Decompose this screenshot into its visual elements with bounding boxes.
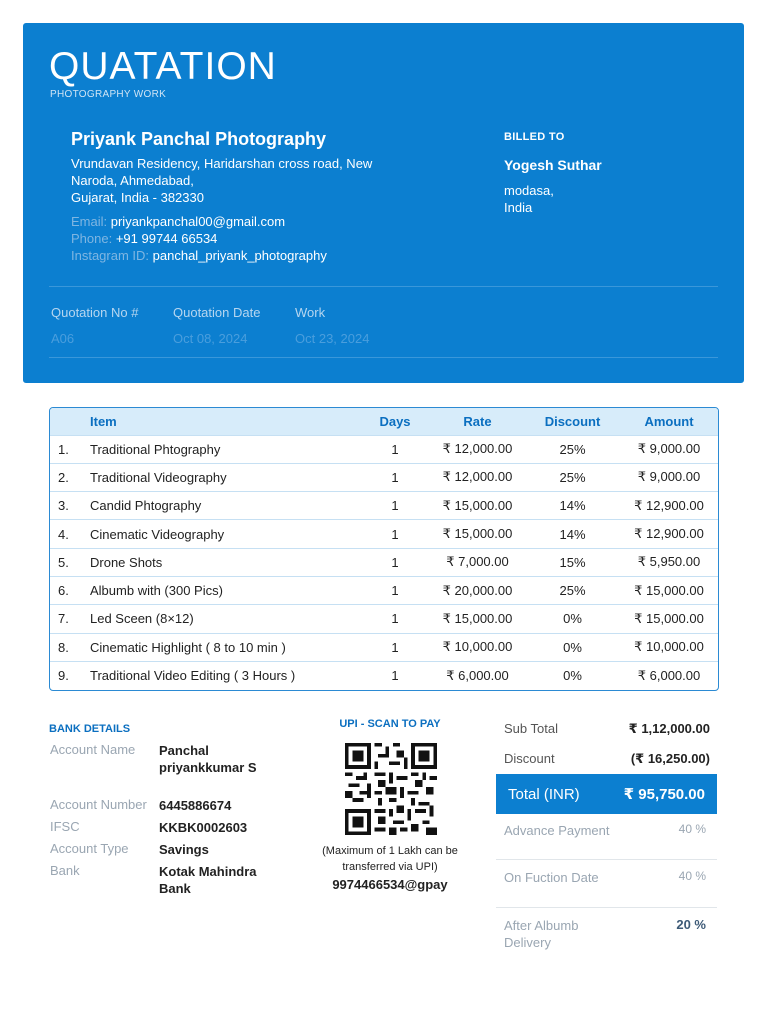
item-days: 1: [360, 661, 430, 689]
table-header-row: [50, 408, 718, 435]
work-date: [295, 305, 369, 346]
item-name: Candid Phtography: [90, 492, 360, 520]
client-address-line: modasa,: [504, 183, 554, 198]
item-name: Traditional Video Editing ( 3 Hours ): [90, 661, 360, 689]
total-row: [496, 774, 717, 814]
item-amount: ₹ 10,000.00: [620, 633, 718, 661]
table-row: [50, 548, 718, 576]
quotation-number-value: A06: [51, 331, 75, 346]
payment-term-label: After Albumb Delivery: [504, 918, 579, 950]
col-days: Days: [360, 408, 430, 435]
upi-qr-code-icon[interactable]: [341, 743, 441, 835]
items-table: [49, 407, 719, 691]
item-amount: ₹ 9,000.00: [620, 463, 718, 491]
item-days: 1: [360, 492, 430, 520]
quotation-number: [51, 305, 138, 346]
document-subtitle: PHOTOGRAPHY WORK: [50, 89, 167, 100]
item-days: 1: [360, 576, 430, 604]
item-name: Cinematic Highlight ( 8 to 10 min ): [90, 633, 360, 661]
instagram-value[interactable]: panchal_priyank_photography: [152, 248, 327, 263]
discount-label: Discount: [504, 751, 555, 766]
bank-value: Panchal priyankkumar S: [159, 743, 257, 775]
table-row: [50, 435, 718, 463]
item-name: Led Sceen (8×12): [90, 605, 360, 633]
item-rate: ₹ 15,000.00: [430, 605, 525, 633]
quotation-date: [173, 305, 260, 346]
item-rate: ₹ 6,000.00: [430, 661, 525, 689]
divider: [496, 907, 717, 908]
payment-term-label: Advance Payment: [504, 823, 610, 838]
table-row: [50, 633, 718, 661]
item-days: 1: [360, 463, 430, 491]
item-amount: ₹ 12,900.00: [620, 492, 718, 520]
item-discount: 25%: [525, 463, 620, 491]
table-row: [50, 576, 718, 604]
total-value: ₹ 95,750.00: [623, 786, 705, 803]
row-number: 3.: [50, 492, 90, 520]
payment-term-label: On Fuction Date: [504, 870, 599, 885]
divider: [496, 859, 717, 860]
row-number: 1.: [50, 435, 90, 463]
discount-value: (₹ 16,250.00): [630, 751, 710, 766]
item-discount: 15%: [525, 548, 620, 576]
item-name: Traditional Phtography: [90, 435, 360, 463]
payment-term-value: 40 %: [678, 822, 706, 836]
col-discount: Discount: [525, 408, 620, 435]
quotation-date-value: Oct 08, 2024: [173, 331, 248, 346]
row-number: 8.: [50, 633, 90, 661]
subtotal-label: Sub Total: [504, 721, 558, 736]
row-number: 4.: [50, 520, 90, 548]
subtotal-value: ₹ 1,12,000.00: [628, 721, 710, 736]
item-discount: 0%: [525, 633, 620, 661]
col-number: [50, 408, 90, 435]
item-name: Drone Shots: [90, 548, 360, 576]
row-number: 7.: [50, 605, 90, 633]
row-number: 2.: [50, 463, 90, 491]
bank-value: Savings: [159, 842, 209, 857]
billed-to-label: BILLED TO: [504, 131, 565, 143]
quotation-number-label: Quotation No #: [51, 305, 139, 320]
table-row: [50, 520, 718, 548]
item-amount: ₹ 15,000.00: [620, 605, 718, 633]
item-days: 1: [360, 633, 430, 661]
instagram-label: Instagram ID:: [71, 248, 150, 263]
phone-label: Phone:: [71, 231, 113, 246]
item-rate: ₹ 15,000.00: [430, 520, 525, 548]
col-amount: Amount: [620, 408, 718, 435]
work-date-label: Work: [295, 305, 326, 320]
item-amount: ₹ 12,900.00: [620, 520, 718, 548]
item-amount: ₹ 6,000.00: [620, 661, 718, 689]
divider: [49, 357, 718, 358]
table-row: [50, 605, 718, 633]
item-rate: ₹ 12,000.00: [430, 435, 525, 463]
upi-title: UPI - SCAN TO PAY: [339, 718, 441, 730]
item-days: 1: [360, 548, 430, 576]
business-contact: [71, 213, 327, 264]
email-label: Email:: [71, 214, 108, 229]
item-discount: 25%: [525, 576, 620, 604]
payment-term-value: 20 %: [676, 917, 706, 932]
business-address: [71, 155, 411, 206]
bank-label: Account Type: [50, 841, 129, 856]
item-amount: ₹ 9,000.00: [620, 435, 718, 463]
total-label: Total (INR): [508, 786, 580, 803]
row-number: 9.: [50, 661, 90, 689]
item-discount: 0%: [525, 661, 620, 689]
item-days: 1: [360, 605, 430, 633]
col-item: Item: [90, 408, 360, 435]
item-name: Traditional Videography: [90, 463, 360, 491]
table-row: [50, 463, 718, 491]
quotation-date-label: Quotation Date: [173, 305, 261, 320]
item-rate: ₹ 20,000.00: [430, 576, 525, 604]
document-title: QUATATION: [49, 45, 277, 88]
bank-value: Kotak Mahindra Bank: [159, 864, 257, 896]
client-address: [504, 182, 554, 216]
client-address-line: India: [504, 200, 533, 215]
bank-details-title: BANK DETAILS: [49, 723, 131, 735]
item-name: Cinematic Videography: [90, 520, 360, 548]
client-name: Yogesh Suthar: [504, 157, 602, 173]
bank-label: Bank: [50, 863, 80, 878]
bank-label: Account Name: [50, 742, 136, 757]
item-rate: ₹ 10,000.00: [430, 633, 525, 661]
item-discount: 14%: [525, 492, 620, 520]
item-rate: ₹ 15,000.00: [430, 492, 525, 520]
row-number: 6.: [50, 576, 90, 604]
bank-value: KKBK0002603: [159, 820, 248, 835]
business-address-line: Gujarat, India - 382330: [71, 190, 204, 205]
divider: [49, 286, 718, 287]
item-rate: ₹ 7,000.00: [430, 548, 525, 576]
table-row: [50, 661, 718, 689]
business-name: Priyank Panchal Photography: [71, 129, 327, 149]
bank-label: IFSC: [50, 819, 80, 834]
phone-value[interactable]: +91 99744 66534: [115, 231, 218, 246]
col-rate: Rate: [430, 408, 525, 435]
upi-id[interactable]: 9974466534@gpay: [332, 877, 448, 892]
item-days: 1: [360, 435, 430, 463]
work-date-value: Oct 23, 2024: [295, 331, 370, 346]
item-amount: ₹ 5,950.00: [620, 548, 718, 576]
email-value[interactable]: priyankpanchal00@gmail.com: [110, 214, 286, 229]
row-number: 5.: [50, 548, 90, 576]
bank-label: Account Number: [50, 797, 147, 812]
business-address-line: Naroda, Ahmedabad,: [71, 173, 194, 188]
item-discount: 14%: [525, 520, 620, 548]
bank-value: 6445886674: [159, 798, 232, 813]
header-panel: [23, 23, 744, 383]
item-name: Albumb with (300 Pics): [90, 576, 360, 604]
item-days: 1: [360, 520, 430, 548]
item-discount: 25%: [525, 435, 620, 463]
upi-limit-note: (Maximum of 1 Lakh can be transferred via UPI): [322, 845, 458, 873]
business-address-line: Vrundavan Residency, Haridarshan cross road, New: [71, 156, 373, 171]
item-rate: ₹ 12,000.00: [430, 463, 525, 491]
item-discount: 0%: [525, 605, 620, 633]
table-row: [50, 492, 718, 520]
item-amount: ₹ 15,000.00: [620, 576, 718, 604]
payment-term-value: 40 %: [678, 869, 706, 883]
